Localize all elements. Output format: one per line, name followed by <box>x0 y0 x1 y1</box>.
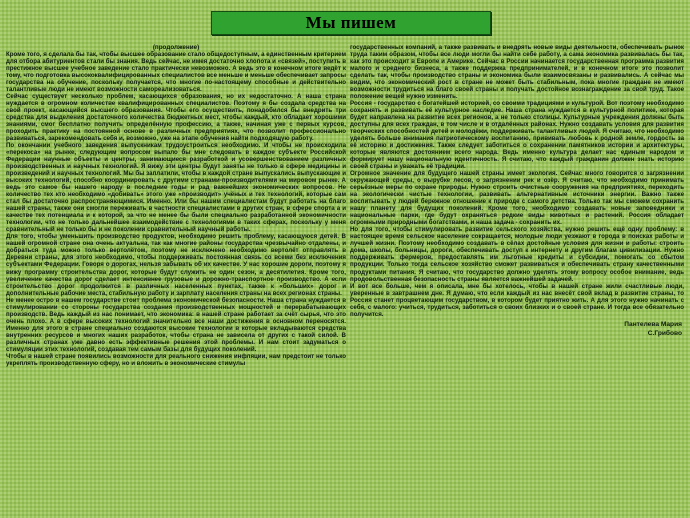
left-column <box>6 44 346 514</box>
paragraph: По окончании учебного заведения выпускникам трудоустроиться необходимо. И чтобы не происходила «перекоса» на рынке, следующим вопросом выпало бы мне следовать в каждое субъекте Российской Федерации научные объекты и центры, занимающиеся разработкой и усовершенствованием различных производственных и научных технологий. Я вижу эти центры будут заняты не только в сфере медицины и произведений и научных технологий. Мы бы заплатили, чтобы в каждой стране выпускались выпускающие и высоких технологий, способно координировать с другими странами-производителями на мировом рынке. А ведь это самое бы нашего народу в последние годы и рад важнейших экономических вопросов. Не количество тех кто необходимо «добивать» этого уже «производит» учёных и тех технологий, которые сам стал бы достаточно распространяющимися. Именно. Или бы нашим специалистам будут работать на благо нашей страны, также они смогли переживать в частности специалистами в других стран, в сфере спорта а и качестве тех потенциала и к которой, за что не менее бы были специально разработанной экономичности технологии, что не только дальнейшее взаимодействие с технологиями в таких сферах, поскольку у меня сравнительный не только бы и не поколении сравнительный научный работы. <box>6 142 346 234</box>
subtitle: (продолжение) <box>152 44 200 51</box>
paragraph: государственных компаний, а также развивать и внедрять новые виды деятельности, обеспечивать рынок труда таким образом, чтобы все люди могли бы найти себе работу, а сама экономика развивалась бы так, как это происходит в Европе и Америке. Сейчас в России начинается государственная программа развития малого и среднего бизнеса, а также поддержка предпринимателей, и в конечном итоге это позволит сделать так, чтобы производство страны и экономика были взаимосвязаны и развивались. А сейчас мы видим, что экономический рост в стране не может быть стабильным, пока многие граждане не имеют возможности трудиться на благо своей страны и получать достойное вознаграждение за свой труд. Такое положение вещей нужно изменить. <box>350 44 684 101</box>
paragraph: Кроме того, я сделала бы так, чтобы высшее образование стало общедоступным, а единственным критерием для отбора абитуриентов стали бы знания. Ведь сейчас, не имея достаточно хлопота и «связей», поступить в престижное высшее учебное заведение стало практически невозможно. А ведь это в конечном итоге ведёт к тому, что подготовка высококвалифицированных специалистов все меньше и меньше обеспечивает запросы государства на обучение, поскольку получается, что многие по-настоящему способные и действительно талантливые люди не имеют возможности самореализоваться. <box>6 51 346 94</box>
signature <box>350 320 684 338</box>
paragraph: И вот все больше, чем я описала, мне бы хотелось, чтобы в нашей стране жили счастливые люди, уверенные в завтрашнем дне. Я думаю, что если каждый из нас внесёт свой вклад в развитие страны, то Россия станет процветающим государством, в котором будет приятно жить. А для этого нужно начинать с себя, с малого: учиться, трудиться, заботиться о своих близких и о своей стране. И тогда все обязательно получится. <box>350 282 684 318</box>
page-title: Мы пишем <box>305 13 397 32</box>
paragraph: Для того, чтобы уменьшить производство продуктов, необходимо решить проблему, касающуюся детей. В нашей огромной стране она очень актуальна, так как многие районы государства чрезвычайно отдалены, и добраться туда можно только вертолётом, поэтому не исключено необходимо вертолёт отправлять в Деревни страны, для этого необходимо, чтобы поддерживать постоянная связь со всеми без исключения субъектами Федерации. Говоря о дорогах, нельзя забывать об их качестве. У нас хорошие дороги, поэтому я вижу программу строительства дорог, которые будут служить не один сезон, а десятилетия. Кроме того, увеличение качества дорог сделает интенсивнее грузовые и дорожно-транспортное производство. А если строительство дорог продолжится в различных населенных пунктах, также к «больших» дорог и дополнительные рабочие места, стабильную работу и зарплату населения страны на всех регионах страны. <box>6 233 346 297</box>
paragraph: Не менее остро в нашем государстве стоит проблема экономической безопасности. Наша страна нуждается в стимулировании со стороны государства создания производственных мощностей и перерабатывающих производств. Ведь каждый из нас понимает, что экономика: в нашей стране работает за счёт сырья, что это очень плохо. А в сфере высоких технологий значительно все наши достижения в основном переносятся. Именно для этого в стране специально создаются высокие технологии в которые вкладываются средства внутренних ресурсов и многих наших разработок, чтобы страна не зависела от других с такой силой. В различных странах уже давно есть эффективные решения этой проблемы. И нам стоит задуматься о стимуляции этих технологий, создавая тем самым базы для будущих поколений. <box>6 296 346 353</box>
paragraph: Огромное значение для будущего нашей страны имеет экология. Сейчас много говорится о загрязнении окружающей среды, о вырубке лесов, о загрязнении рек и озёр. Я считаю, что необходимо принимать серьёзные меры по охране природы. Нужно строить очистные сооружения на предприятиях, переходить на экологически чистые технологии, развивать альтернативные источники энергии. Важно также воспитывать у людей бережное отношение к природе с самого детства. Только так мы сможем сохранить нашу планету для будущих поколений. Кроме того, необходимо создавать новые заповедники и национальные парки, где будут охраняться редкие виды животных и растений. Россия обладает огромными природными богатствами, и наша задача - сохранить их. <box>350 170 684 227</box>
paragraph: Россия - государство с богатейшей историей, со своими традициями и культурой. Вот поэтому необходимо сохранять и развивать её культурное наследие. Наша страна нуждается в культурной политике, которая будет направлена на развитие всех регионов, а не только столицы. Культурные учреждения должны быть доступны для всех граждан, в том числе и в отдалённых районах. Нужно создавать условия для развития творческих способностей детей и молодёжи, поддерживать талантливых людей. Я считаю, что необходимо уделять больше внимания патриотическому воспитанию, прививать любовь к родной земле, гордость за её историю и достижения. Также следует заботиться о сохранении памятников истории и архитектуры, которые являются достоянием всего народа. Ведь именно культура делает нас единым народом и формирует нашу национальную идентичность. Я считаю, что каждый гражданин должен знать историю своей страны и уважать её традиции. <box>350 100 684 171</box>
right-column <box>350 44 684 514</box>
author-location: С.Грибово <box>647 329 682 337</box>
author-name: Пантелева Мария <box>624 320 682 328</box>
title-banner <box>211 11 491 35</box>
paragraph: Сейчас существует несколько проблем, касающихся образования, но их недостаточно. А наша страна нуждается в огромном количестве квалифицированных специалистов. Поэтому я бы создала средства на свой проект, касающийся высшего образования. Чтобы его осуществить, понадобился бы внедрить три средства для выделения достаточного количества бюджетных мест, чтобы каждый, кто обладает хорошими знаниями, смог бесплатно получить определённую профессию, а также, начиная уже с первых курсов, проходить практику на постоянной основе в различных предприятиях, что позволит профессионально развиваться, зарекомендовать себя и, возможно, уже на этапе обучения найти подходящую работу. <box>6 93 346 143</box>
paragraph: Чтобы в нашей стране появились возможности для реального снижения инфляции, нам предстоит не только укреплять производственную сферу, но и вложить в экономические стимулы <box>6 352 346 367</box>
paragraph: Но для того, чтобы стимулировать развитие сельского хозяйства, нужно решить ещё одну проблему: в настоящее время сельское население сокращается, молодые люди уезжают в города в поисках работы и лучшей жизни. Поэтому необходимо создавать в сёлах достойные условия для жизни и работы: строить дома, школы, больницы, дороги, обеспечивать доступ к интернету и другим благам цивилизации. Нужно поддерживать фермеров, предоставлять им льготные кредиты и субсидии, помогать со сбытом продукции. Только тогда сельское хозяйство сможет развиваться и обеспечивать страну качественными продуктами питания. Я считаю, что государство должно уделять этому вопросу особое внимание, ведь продовольственная безопасность страны является важнейшей задачей. <box>350 226 684 283</box>
